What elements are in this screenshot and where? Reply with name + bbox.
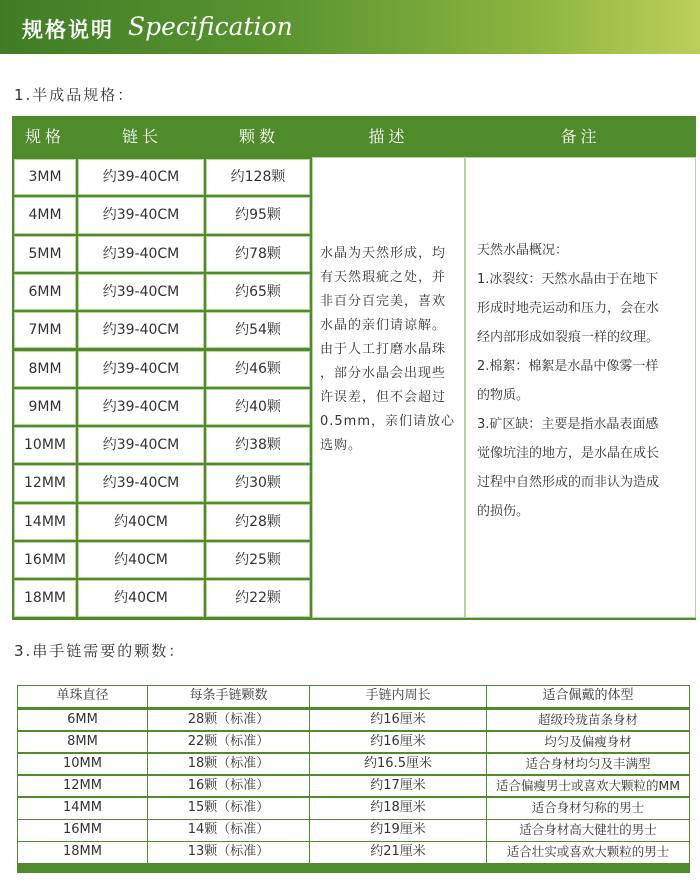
description-line: 水晶的亲们请谅解。 (320, 318, 447, 333)
description-line: 有天然瑕疵之处，并 (320, 270, 447, 285)
section1-title: 1.半成品规格： (14, 86, 135, 104)
fit-cell: 适合身材匀称的男士 (487, 798, 689, 819)
spec-size-cell: 16MM (14, 542, 76, 578)
circumference-cell: 约16厘米 (310, 710, 486, 731)
bracelet-header-1: 每条手链颗数 (148, 686, 309, 707)
spec-count-cell: 约65颗 (206, 274, 310, 310)
remark-line: 经内部形成如裂痕一样的纹理。 (477, 330, 660, 345)
description-line: 由于人工打磨水晶珠 (320, 342, 447, 357)
spec-count-cell: 约46颗 (206, 351, 310, 387)
spec-count-cell: 约28颗 (206, 504, 310, 540)
description-cell (312, 157, 465, 618)
fit-cell: 适合偏瘦男士或喜欢大颗粒的MM (487, 776, 689, 797)
spec-size-cell: 4MM (14, 197, 76, 233)
description-line: 0.5mm，亲们请放心 (320, 414, 456, 429)
diameter-cell: 12MM (18, 776, 147, 797)
description-line: 水晶为天然形成，均 (320, 246, 447, 261)
spec-length-cell: 约39-40CM (78, 159, 204, 195)
spec-count-cell: 约95颗 (206, 197, 310, 233)
spec-header-size: 规格 (12, 118, 78, 156)
spec-length-cell: 约39-40CM (78, 312, 204, 348)
description-line: ，部分水晶会出现些 (320, 366, 447, 381)
spec-size-cell: 12MM (14, 465, 76, 501)
bracelet-table (17, 685, 690, 873)
spec-size-cell: 10MM (14, 427, 76, 463)
spec-length-cell: 约39-40CM (78, 236, 204, 272)
beads-cell: 18颗（标准） (148, 754, 309, 775)
spec-count-cell: 约25颗 (206, 542, 310, 578)
spec-header-remark: 备注 (465, 118, 696, 156)
spec-size-cell: 9MM (14, 389, 76, 425)
circumference-cell: 约19厘米 (310, 820, 486, 841)
spec-count-cell: 约78颗 (206, 236, 310, 272)
spec-length-cell: 约39-40CM (78, 427, 204, 463)
fit-cell: 均匀及偏瘦身材 (487, 732, 689, 753)
beads-cell: 22颗（标准） (148, 732, 309, 753)
beads-cell: 14颗（标准） (148, 820, 309, 841)
spec-length-cell: 约40CM (78, 504, 204, 540)
banner-title-cn: 规格说明 (22, 18, 114, 42)
diameter-cell: 18MM (18, 842, 147, 863)
description-line: 许误差，但不会超过 (320, 390, 447, 405)
fit-cell: 适合壮实或喜欢大颗粒的男士 (487, 842, 689, 863)
spec-size-cell: 7MM (14, 312, 76, 348)
beads-cell: 28颗（标准） (148, 710, 309, 731)
spec-length-cell: 约39-40CM (78, 197, 204, 233)
spec-count-cell: 约22颗 (206, 580, 310, 616)
description-line: 非百分百完美，喜欢 (320, 294, 447, 309)
remark-line: 形成时地壳运动和压力，会在水 (477, 301, 660, 316)
spec-size-cell: 6MM (14, 274, 76, 310)
remark-line: 3.矿区缺：主要是指水晶表面感 (477, 417, 659, 432)
bracelet-header-2: 手链内周长 (310, 686, 486, 707)
beads-cell: 16颗（标准） (148, 776, 309, 797)
circumference-cell: 约18厘米 (310, 798, 486, 819)
spec-length-cell: 约39-40CM (78, 465, 204, 501)
fit-cell: 适合身材高大健壮的男士 (487, 820, 689, 841)
remark-line: 过程中自然形成的而非认为造成 (477, 475, 660, 490)
header-banner (0, 0, 700, 54)
spec-length-cell: 约40CM (78, 542, 204, 578)
spec-count-cell: 约128颗 (206, 159, 310, 195)
spec-length-cell: 约39-40CM (78, 389, 204, 425)
spec-header-count: 颗数 (206, 118, 312, 156)
fit-cell: 超级玲珑苗条身材 (487, 710, 689, 731)
spec-size-cell: 3MM (14, 159, 76, 195)
remark-line: 的物质。 (477, 388, 530, 403)
spec-size-cell: 18MM (14, 580, 76, 616)
spec-length-cell: 约39-40CM (78, 274, 204, 310)
circumference-cell: 约17厘米 (310, 776, 486, 797)
spec-table (12, 116, 696, 620)
spec-size-cell: 8MM (14, 351, 76, 387)
spec-count-cell: 约54颗 (206, 312, 310, 348)
bracelet-header-3: 适合佩戴的体型 (487, 686, 689, 707)
circumference-cell: 约16厘米 (310, 732, 486, 753)
bracelet-header-0: 单珠直径 (18, 686, 147, 707)
remark-line: 的损伤。 (477, 504, 530, 519)
spec-size-cell: 5MM (14, 236, 76, 272)
circumference-cell: 约21厘米 (310, 842, 486, 863)
beads-cell: 13颗（标准） (148, 842, 309, 863)
spec-size-cell: 14MM (14, 504, 76, 540)
diameter-cell: 8MM (18, 732, 147, 753)
remark-line: 1.冰裂纹：天然水晶由于在地下 (477, 272, 659, 287)
remark-line: 天然水晶概况： (477, 243, 569, 258)
diameter-cell: 16MM (18, 820, 147, 841)
remark-cell (465, 157, 696, 618)
remark-line: 2.棉絮：棉絮是水晶中像雾一样 (477, 359, 659, 374)
section3-title: 3.串手链需要的颗数： (14, 642, 186, 660)
banner-title-en: Specification (128, 12, 293, 41)
spec-count-cell: 约38颗 (206, 427, 310, 463)
diameter-cell: 10MM (18, 754, 147, 775)
spec-header-description: 描述 (312, 118, 465, 156)
fit-cell: 适合身材均匀及丰满型 (487, 754, 689, 775)
description-line: 选购。 (320, 438, 363, 453)
spec-count-cell: 约30颗 (206, 465, 310, 501)
diameter-cell: 6MM (18, 710, 147, 731)
remark-line: 觉像坑洼的地方，是水晶在成长 (477, 446, 660, 461)
diameter-cell: 14MM (18, 798, 147, 819)
circumference-cell: 约16.5厘米 (310, 754, 486, 775)
spec-length-cell: 约40CM (78, 580, 204, 616)
spec-length-cell: 约39-40CM (78, 351, 204, 387)
beads-cell: 15颗（标准） (148, 798, 309, 819)
spec-header-length: 链长 (78, 118, 206, 156)
spec-count-cell: 约40颗 (206, 389, 310, 425)
